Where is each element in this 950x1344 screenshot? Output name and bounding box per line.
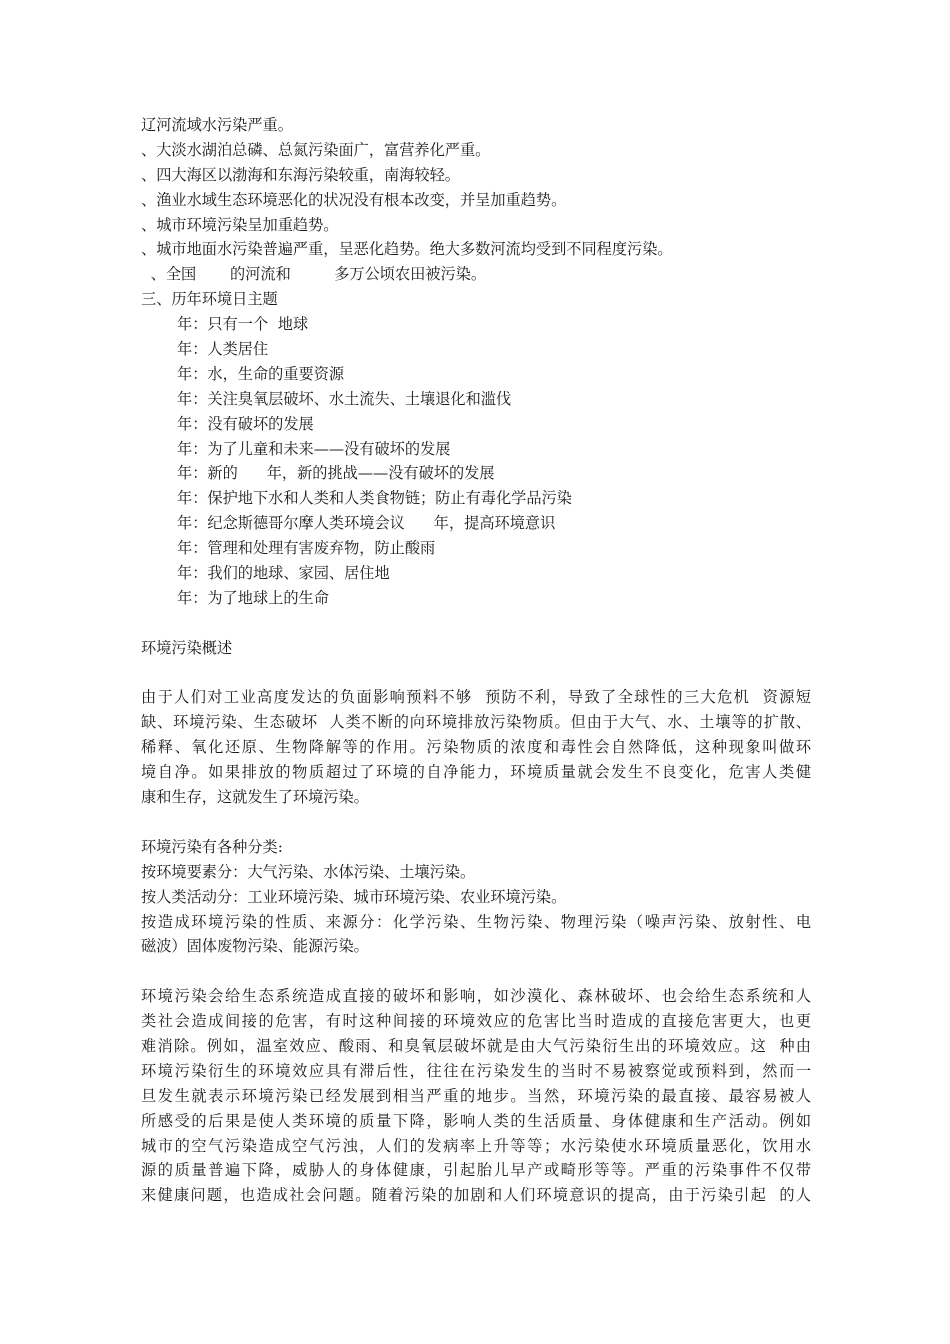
theme-item: 年：为了儿童和未来——没有破坏的发展: [177, 439, 451, 458]
paragraph-line: 按环境要素分：大气污染、水体污染、土壤污染。: [141, 862, 476, 881]
document-page: [141, 113, 811, 1208]
paragraph-line: 境自净。如果排放的物质超过了环境的自净能力，环境质量就会发生不良变化，危害人类健: [141, 763, 811, 782]
section-heading: 三、历年环境日主题: [141, 290, 278, 309]
paragraph-line: 按造成环境污染的性质、来源分：化学污染、生物污染、物理污染（噪声污染、放射性、电: [141, 912, 811, 931]
environment-day-themes: [141, 312, 811, 611]
theme-item: 年：水，生命的重要资源: [177, 364, 345, 383]
paragraph-line: 源的质量普遍下降，威胁人的身体健康，引起胎儿早产或畸形等等。严重的污染事件不仅带: [141, 1161, 811, 1180]
overview-title: 环境污染概述: [141, 638, 233, 657]
paragraph-line: 来健康问题，也造成社会问题。随着污染的加剧和人们环境意识的提高，由于污染引起 的人: [141, 1186, 811, 1205]
theme-item: 年：新的 年，新的挑战——没有破坏的发展: [177, 464, 495, 483]
paragraph-line: 难消除。例如，温室效应、酸雨、和臭氧层破坏就是由大气污染衍生出的环境效应。这 种由: [141, 1036, 811, 1055]
theme-item: 年：为了地球上的生命: [177, 588, 329, 607]
list-item: 辽河流域水污染严重。: [141, 116, 293, 134]
list-item: 、城市环境污染呈加重趋势。: [141, 215, 339, 234]
list-item: 、大淡水湖泊总磷、总氮污染面广，富营养化严重。: [141, 140, 491, 159]
list-item: 、渔业水域生态环境恶化的状况没有根本改变，并呈加重趋势。: [141, 190, 567, 209]
paragraph-line: 按人类活动分：工业环境污染、城市环境污染、农业环境污染。: [141, 887, 567, 906]
spacer: [141, 611, 811, 636]
pollution-status-list: [141, 113, 811, 287]
theme-item: 年：我们的地球、家园、居住地: [177, 564, 390, 583]
paragraph-line: 康和生存，这就发生了环境污染。: [141, 788, 369, 807]
theme-item: 年：纪念斯德哥尔摩人类环境会议 年，提高环境意识: [177, 514, 556, 533]
theme-item: 年：人类居住: [177, 340, 269, 359]
spacer: [141, 810, 811, 835]
paragraph-line: 类社会造成间接的危害，有时这种间接的环境效应的危害比当时造成的直接危害更大，也更: [141, 1012, 811, 1031]
paragraph-line: 城市的空气污染造成空气污浊，人们的发病率上升等等；水污染使水环境质量恶化，饮用水: [141, 1136, 811, 1155]
theme-item: 年：管理和处理有害废弃物，防止酸雨: [177, 539, 436, 558]
list-item: 、城市地面水污染普遍严重，呈恶化趋势。绝大多数河流均受到不同程度污染。: [141, 240, 673, 259]
theme-item: 年：只有一个 地球: [177, 315, 309, 334]
paragraph-line: 稀释、氧化还原、生物降解等的作用。污染物质的浓度和毒性会自然降低，这种现象叫做环: [141, 738, 811, 757]
paragraph-line: 环境污染有各种分类:: [141, 837, 283, 856]
impact-paragraph: [141, 984, 811, 1208]
paragraph-line: 所感受的后果是使人类环境的质量下降，影响人类的生活质量、身体健康和生产活动。例如: [141, 1111, 811, 1130]
paragraph-line: 环境污染衍生的环境效应具有滞后性，往往在污染发生的当时不易被察觉或预料到，然而一: [141, 1061, 811, 1080]
overview-paragraph: [141, 685, 811, 809]
theme-item: 年：关注臭氧层破坏、水土流失、土壤退化和滥伐: [177, 389, 512, 408]
spacer: [141, 661, 811, 686]
list-item: 、全国 的河流和 多万公顷农田被污染。: [141, 265, 487, 284]
list-item: 、四大海区以渤海和东海污染较重，南海较轻。: [141, 165, 460, 184]
paragraph-line: 缺、环境污染、生态破坏 人类不断的向环境排放污染物质。但由于大气、水、土壤等的扩散、: [141, 713, 811, 732]
paragraph-line: 环境污染会给生态系统造成直接的破坏和影响，如沙漠化、森林破坏、也会给生态系统和人: [141, 987, 811, 1006]
paragraph-line: 旦发生就表示环境污染已经发展到相当严重的地步。当然，环境污染的最直接、最容易被人: [141, 1086, 811, 1105]
theme-item: 年：保护地下水和人类和人类食物链；防止有毒化学品污染: [177, 489, 572, 508]
theme-item: 年：没有破坏的发展: [177, 414, 314, 433]
spacer: [141, 959, 811, 984]
classification-block: [141, 835, 811, 959]
paragraph-line: 由于人们对工业高度发达的负面影响预料不够 预防不利，导致了全球性的三大危机 资源短: [141, 688, 811, 707]
paragraph-line: 磁波）固体废物污染、能源污染。: [141, 937, 369, 956]
